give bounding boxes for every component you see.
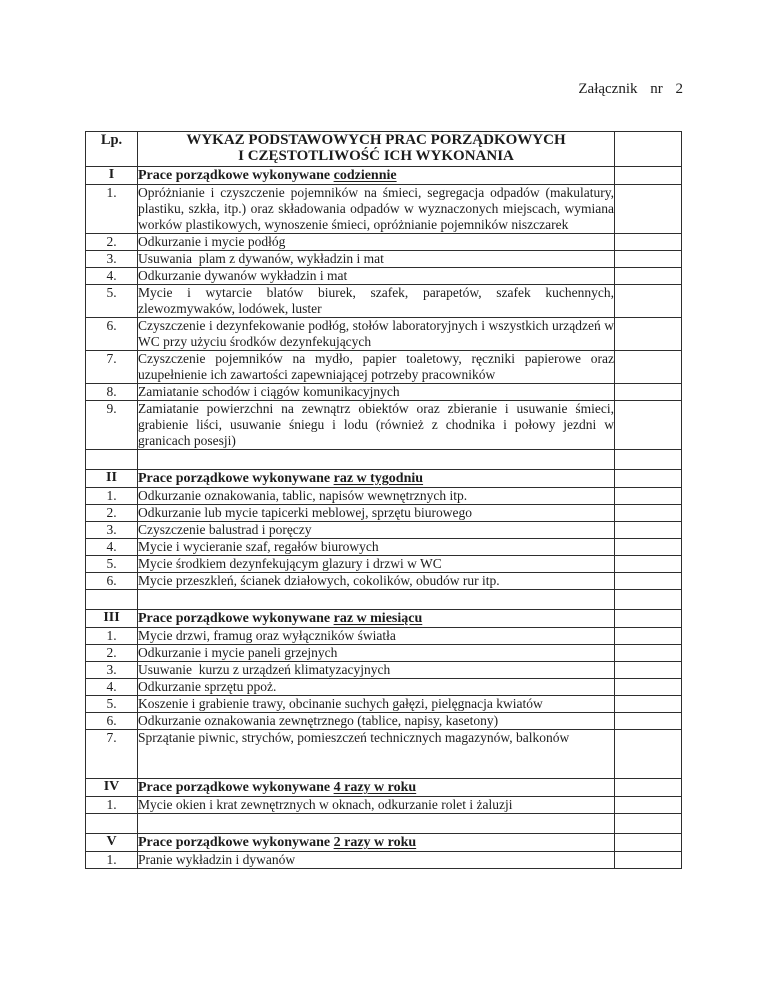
tasks-table — [85, 131, 682, 869]
task-number: 3. — [86, 522, 138, 539]
task-description: Usuwania plam z dywanów, wykładzin i mat — [138, 251, 615, 268]
task-number: 4. — [86, 539, 138, 556]
task-row — [86, 713, 682, 730]
mark-cell — [615, 645, 682, 662]
spacer-cell — [138, 450, 615, 470]
task-row — [86, 696, 682, 713]
task-description: Usuwanie kurzu z urządzeń klimatyzacyjnych — [138, 662, 615, 679]
task-description: Zamiatanie powierzchni na zewnątrz obiektów oraz zbieranie i usuwanie śmieci, grabienie liści, usuwanie śniegu i lodu (również z chodnika i połowy jezdni w granicach posesji) — [138, 401, 614, 448]
task-number: 8. — [86, 384, 138, 401]
section-title — [138, 779, 615, 797]
task-description: Opróżnianie i czyszczenie pojemników na śmieci, segregacja odpadów (makulatury, plastiku, szkła, itp.) oraz składowania odpadów w wyznaczonych miejscach, wymiana worków plastikowych, wynoszenie śmieci, opróżnianie pojemników niszczarek — [138, 185, 614, 232]
task-description: Odkurzanie lub mycie tapicerki meblowej, sprzętu biurowego — [138, 505, 615, 522]
task-description: Mycie drzwi, framug oraz wyłączników światła — [138, 628, 615, 645]
task-row — [86, 679, 682, 696]
spacer-row — [86, 814, 682, 834]
mark-cell — [615, 797, 682, 814]
mark-cell — [615, 556, 682, 573]
task-row — [86, 318, 682, 351]
section-title-frequency: 4 razy w roku — [333, 780, 417, 795]
task-row — [86, 505, 682, 522]
task-description: Sprzątanie piwnic, strychów, pomieszczeń technicznych magazynów, balkonów — [138, 730, 615, 779]
spacer-cell — [86, 814, 138, 834]
task-row — [86, 797, 682, 814]
task-row — [86, 251, 682, 268]
task-row — [86, 488, 682, 505]
spacer-row — [86, 590, 682, 610]
section-title-frequency: raz w tygodniu — [333, 471, 424, 486]
task-row — [86, 556, 682, 573]
task-description: Odkurzanie oznakowania, tablic, napisów wewnętrznych itp. — [138, 488, 615, 505]
section-numeral: II — [86, 470, 138, 488]
table-title-cell — [138, 132, 615, 167]
section-numeral: V — [86, 834, 138, 852]
mark-cell — [615, 539, 682, 556]
mark-cell — [615, 779, 682, 797]
mark-cell — [615, 234, 682, 251]
mark-cell — [615, 251, 682, 268]
mark-cell — [615, 268, 682, 285]
task-row — [86, 285, 682, 318]
task-row — [86, 522, 682, 539]
mark-cell — [615, 696, 682, 713]
section-header-row — [86, 470, 682, 488]
task-number: 7. — [86, 730, 138, 779]
mark-cell — [615, 505, 682, 522]
task-number: 1. — [86, 185, 138, 234]
section-title — [138, 834, 615, 852]
task-number: 3. — [86, 662, 138, 679]
mark-cell — [615, 610, 682, 628]
task-row — [86, 573, 682, 590]
task-description: Pranie wykładzin i dywanów — [138, 852, 615, 869]
task-number: 1. — [86, 488, 138, 505]
mark-cell — [615, 318, 682, 351]
task-number: 6. — [86, 318, 138, 351]
mark-cell — [615, 401, 682, 450]
table-title-line1: WYKAZ PODSTAWOWYCH PRAC PORZĄDKOWYCH — [186, 132, 566, 148]
mark-cell — [615, 834, 682, 852]
mark-cell — [615, 679, 682, 696]
mark-cell — [615, 628, 682, 645]
task-number: 2. — [86, 505, 138, 522]
section-title-prefix: Prace porządkowe wykonywane — [138, 471, 334, 486]
section-title-prefix: Prace porządkowe wykonywane — [138, 611, 334, 626]
mark-column-header — [615, 132, 682, 167]
task-description: Mycie przeszkleń, ścianek działowych, cokolików, obudów rur itp. — [138, 573, 615, 590]
section-title — [138, 610, 615, 628]
section-title-prefix: Prace porządkowe wykonywane — [138, 780, 334, 795]
section-title-frequency: codziennie — [333, 168, 397, 183]
section-header-row — [86, 610, 682, 628]
mark-cell — [615, 522, 682, 539]
section-header-row — [86, 834, 682, 852]
task-number: 5. — [86, 696, 138, 713]
task-number: 4. — [86, 268, 138, 285]
task-description: Mycie okien i krat zewnętrznych w oknach, odkurzanie rolet i żaluzji — [138, 797, 615, 814]
mark-cell — [615, 185, 682, 234]
section-title-prefix: Prace porządkowe wykonywane — [138, 168, 334, 183]
lp-column-header: Lp. — [86, 132, 138, 167]
task-row — [86, 351, 682, 384]
task-number: 1. — [86, 628, 138, 645]
section-numeral: I — [86, 167, 138, 185]
task-number: 1. — [86, 852, 138, 869]
mark-cell — [615, 470, 682, 488]
task-number: 1. — [86, 797, 138, 814]
task-number: 6. — [86, 573, 138, 590]
task-row — [86, 185, 682, 234]
task-number: 9. — [86, 401, 138, 450]
spacer-cell — [138, 590, 615, 610]
task-row — [86, 628, 682, 645]
task-description: Odkurzanie oznakowania zewnętrznego (tablice, napisy, kasetony) — [138, 713, 615, 730]
task-row — [86, 234, 682, 251]
section-title — [138, 167, 615, 185]
mark-cell — [615, 384, 682, 401]
spacer-cell — [86, 450, 138, 470]
task-row — [86, 730, 682, 779]
task-row — [86, 852, 682, 869]
task-row — [86, 645, 682, 662]
mark-cell — [615, 713, 682, 730]
mark-cell — [615, 351, 682, 384]
spacer-cell — [138, 814, 615, 834]
section-header-row — [86, 779, 682, 797]
mark-cell — [615, 573, 682, 590]
task-row — [86, 268, 682, 285]
task-row — [86, 662, 682, 679]
table-header-row — [86, 132, 682, 167]
mark-cell — [615, 285, 682, 318]
task-number: 2. — [86, 645, 138, 662]
task-description: Czyszczenie i dezynfekowanie podłóg, stołów laboratoryjnych i wszystkich urządzeń w WC przy użyciu środków dezynfekujących — [138, 318, 614, 349]
task-description: Mycie i wytarcie blatów biurek, szafek, parapetów, szafek kuchennych, zlewozmywaków, lodówek, luster — [138, 285, 614, 316]
section-title-frequency: raz w miesiącu — [333, 611, 423, 626]
spacer-cell — [615, 814, 682, 834]
mark-cell — [615, 167, 682, 185]
spacer-cell — [86, 590, 138, 610]
task-description: Odkurzanie dywanów wykładzin i mat — [138, 268, 615, 285]
mark-cell — [615, 852, 682, 869]
task-description: Czyszczenie pojemników na mydło, papier toaletowy, ręczniki papierowe oraz uzupełnienie ich zawartości zapewniającej potrzeby pracowników — [138, 351, 614, 382]
mark-cell — [615, 730, 682, 779]
task-number: 6. — [86, 713, 138, 730]
task-number: 7. — [86, 351, 138, 384]
section-title — [138, 470, 615, 488]
spacer-cell — [615, 590, 682, 610]
task-description: Czyszczenie balustrad i poręczy — [138, 522, 615, 539]
task-row — [86, 401, 682, 450]
section-numeral: III — [86, 610, 138, 628]
task-number: 4. — [86, 679, 138, 696]
task-number: 5. — [86, 556, 138, 573]
mark-cell — [615, 662, 682, 679]
section-title-prefix: Prace porządkowe wykonywane — [138, 835, 334, 850]
task-number: 5. — [86, 285, 138, 318]
task-description: Zamiatanie schodów i ciągów komunikacyjnych — [138, 384, 615, 401]
task-description: Koszenie i grabienie trawy, obcinanie suchych gałęzi, pielęgnacja kwiatów — [138, 696, 615, 713]
mark-cell — [615, 488, 682, 505]
task-description: Odkurzanie sprzętu ppoż. — [138, 679, 615, 696]
spacer-cell — [615, 450, 682, 470]
task-description: Odkurzanie i mycie paneli grzejnych — [138, 645, 615, 662]
section-header-row — [86, 167, 682, 185]
task-row — [86, 539, 682, 556]
task-description: Mycie i wycieranie szaf, regałów biurowych — [138, 539, 615, 556]
section-numeral: IV — [86, 779, 138, 797]
task-number: 3. — [86, 251, 138, 268]
table-title-line2: I CZĘSTOTLIWOŚĆ ICH WYKONANIA — [238, 148, 514, 164]
attachment-label: Załącznik nr 2 — [578, 81, 683, 97]
task-description: Mycie środkiem dezynfekującym glazury i drzwi w WC — [138, 556, 615, 573]
task-row — [86, 384, 682, 401]
section-title-frequency: 2 razy w roku — [333, 835, 417, 850]
spacer-row — [86, 450, 682, 470]
task-number: 2. — [86, 234, 138, 251]
task-description: Odkurzanie i mycie podłóg — [138, 234, 615, 251]
